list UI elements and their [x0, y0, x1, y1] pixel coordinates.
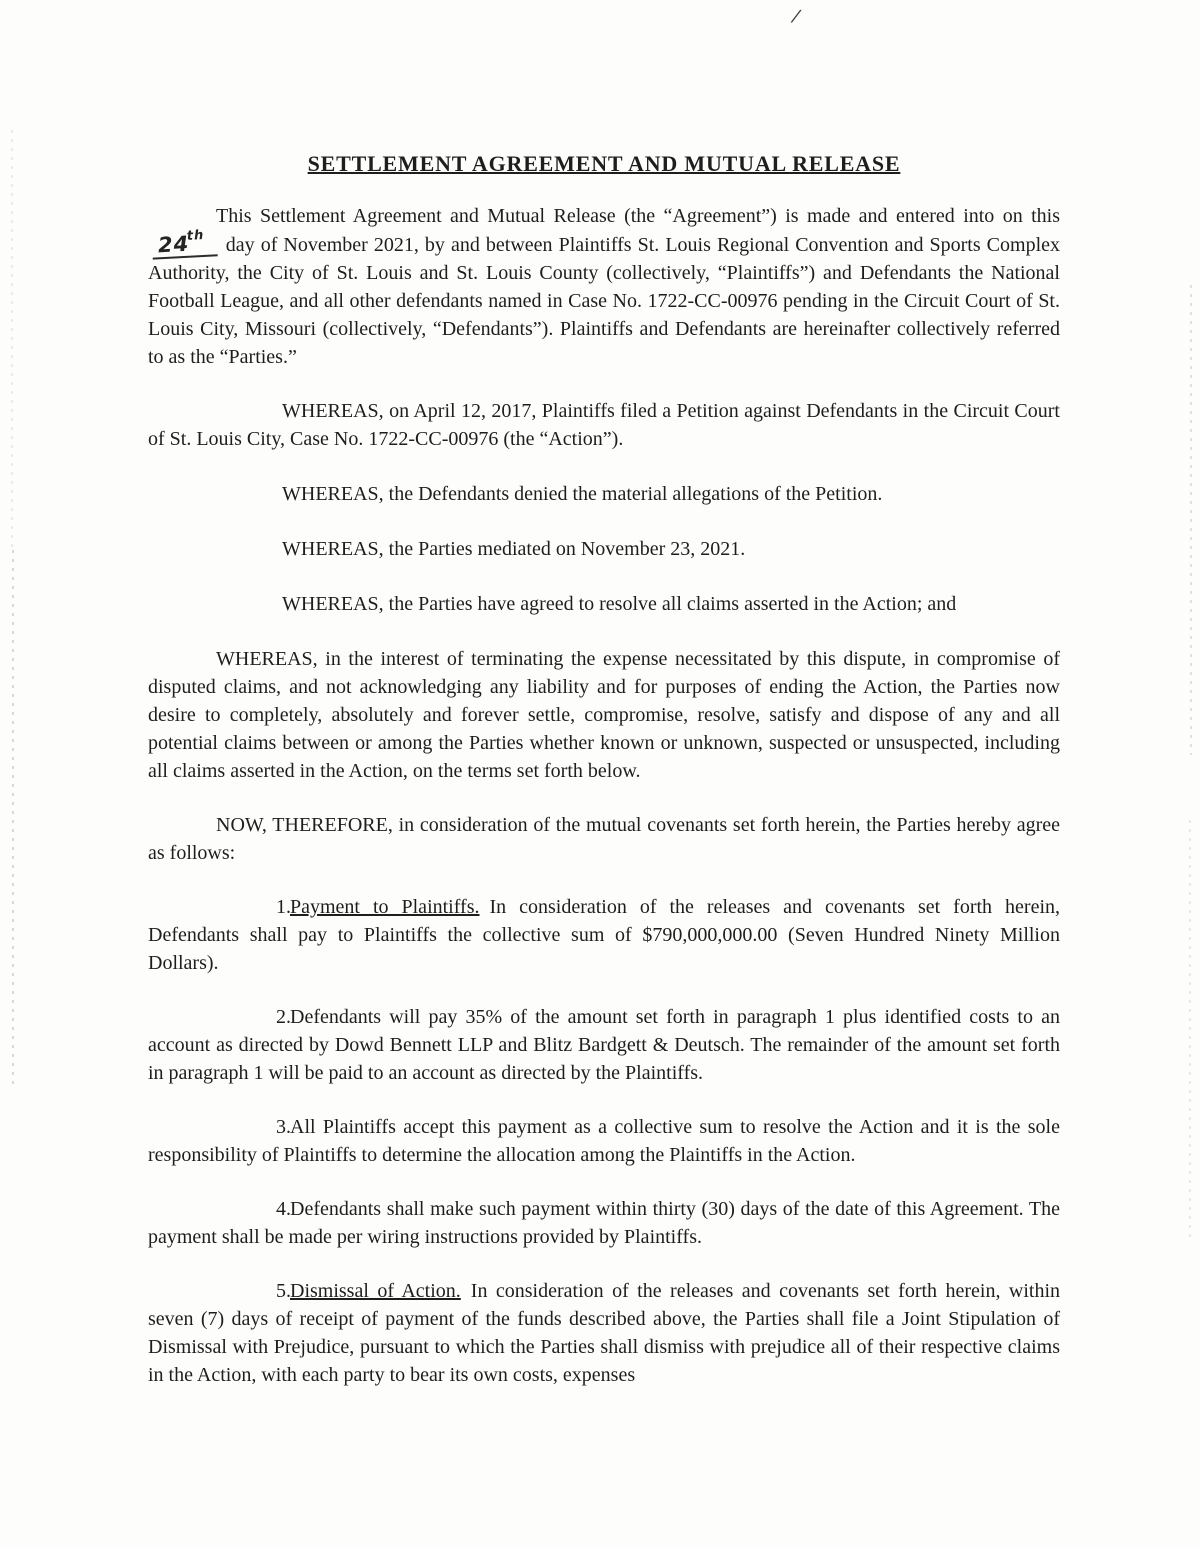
paragraph-number: 1. [276, 896, 291, 918]
handwritten-day-number: 24 [157, 231, 190, 258]
paragraph-text: Defendants will pay 35% of the amount set forth in paragraph 1 plus identified costs to an account as directed by Dowd Bennett LLP and Blitz Bardgett & Deutsch. The remainder of the amount set forth in paragraph 1 will be paid to an account as directed by the Plaintiffs. [148, 1006, 1060, 1084]
paragraph-heading: Dismissal of Action. [290, 1280, 461, 1302]
paragraph-number: 3. [276, 1116, 291, 1138]
scan-artifact-right-upper [1190, 285, 1192, 755]
now-therefore-paragraph: NOW, THEREFORE, in consideration of the mutual covenants set forth herein, the Parties hereby agree as follows: [148, 814, 1060, 864]
handwritten-day-suffix: th [186, 227, 205, 244]
whereas-recital-2: WHEREAS, the Defendants denied the material allegations of the Petition. [282, 483, 883, 505]
whereas-recital-3: WHEREAS, the Parties mediated on November 23, 2021. [282, 538, 746, 560]
document-content [148, 150, 1060, 1415]
intro-paragraph [148, 202, 1060, 371]
paragraph-number: 5. [276, 1280, 291, 1302]
pen-mark-artifact: / [791, 3, 801, 29]
numbered-paragraph-4 [148, 1195, 1060, 1251]
numbered-paragraph-2 [148, 1003, 1060, 1087]
numbered-paragraph-5 [148, 1277, 1060, 1389]
paragraph-heading: Payment to Plaintiffs. [290, 896, 480, 918]
scan-artifact-left-lower [12, 550, 14, 1090]
paragraph-number: 4. [276, 1198, 291, 1220]
whereas-recital-4: WHEREAS, the Parties have agreed to resolve all claims asserted in the Action; and [282, 593, 957, 615]
handwritten-day [151, 228, 217, 259]
whereas-recital-1: WHEREAS, on April 12, 2017, Plaintiffs filed a Petition against Defendants in the Circuit Court of St. Louis City, Case No. 1722-CC-00976 (the “Action”). [148, 400, 1060, 450]
intro-text-before-day: This Settlement Agreement and Mutual Release (the “Agreement”) is made and entered into on this [216, 205, 1060, 227]
numbered-paragraph-1 [148, 893, 1060, 977]
paragraph-text: In consideration of the releases and covenants set forth herein, Defendants shall pay to Plaintiffs the collective sum of $790,000,000.00 (Seven Hundred Ninety Million Dollars). [148, 896, 1061, 974]
intro-text-after-day: day of November 2021, by and between Plaintiffs St. Louis Regional Convention and Sports Complex Authority, the City of St. Louis and St. Louis County (collectively, “Plaintiffs”) and Defendants the National Football League, and all other defendants named in Case No. 1722-CC-00976 pending in the Circuit Court of St. Louis City, Missouri (collectively, “Defendants”). Plaintiffs and Defendants are hereinafter collectively referred to as the “Parties.” [148, 234, 1061, 368]
paragraph-text: All Plaintiffs accept this payment as a collective sum to resolve the Action and it is the sole responsibility of Plaintiffs to determine the allocation among the Plaintiffs in the Action. [148, 1116, 1060, 1166]
paragraph-number: 2. [276, 1006, 291, 1028]
document-title: SETTLEMENT AGREEMENT AND MUTUAL RELEASE [307, 151, 901, 176]
paragraph-text: Defendants shall make such payment within thirty (30) days of the date of this Agreement. The payment shall be made per wiring instructions provided by Plaintiffs. [148, 1198, 1060, 1248]
whereas-recital-5: WHEREAS, in the interest of terminating the expense necessitated by this dispute, in compromise of disputed claims, and not acknowledging any liability and for purposes of ending the Action, the Parties now desire to completely, absolutely and forever settle, compromise, resolve, satisfy and dispose of any and all potential claims between or among the Parties whether known or unknown, suspected or unsuspected, including all claims asserted in the Action, on the terms set forth below. [148, 648, 1060, 782]
scan-artifact-right-lower [1189, 820, 1191, 1240]
numbered-paragraph-3 [148, 1113, 1060, 1169]
paragraph-text: In consideration of the releases and covenants set forth herein, within seven (7) days of receipt of payment of the funds described above, the Parties shall file a Joint Stipulation of Dismissal with Prejudice, pursuant to which the Parties shall dismiss with prejudice all of their respective claims in the Action, with each party to bear its own costs, expenses [148, 1280, 1060, 1386]
scan-artifact-left-upper [11, 130, 13, 550]
